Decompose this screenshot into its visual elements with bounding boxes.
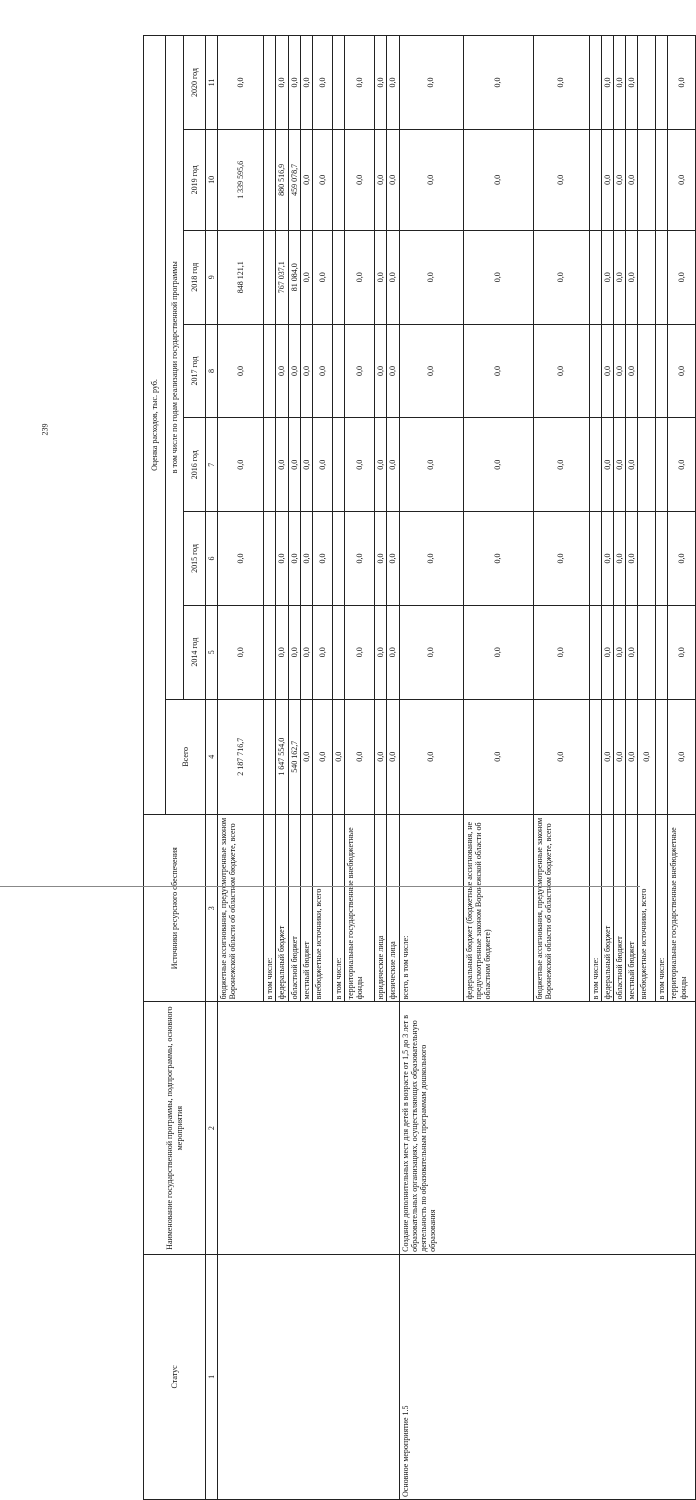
source-label: федеральный бюджет [276,814,288,1001]
year-value: 0,0 [668,36,696,130]
total-value: 0,0 [668,699,696,814]
total-value: 0,0 [387,699,399,814]
year-value: 0,0 [399,129,463,230]
year-value: 0,0 [533,324,589,418]
year-value: 0,0 [668,605,696,699]
year-value: 0,0 [463,605,533,699]
source-label: всего, в том числе: [399,814,463,1001]
year-value [332,512,344,606]
year-value: 0,0 [387,418,399,512]
year-value [656,605,668,699]
column-number: 6 [206,512,218,606]
year-value: 0,0 [533,605,589,699]
year-value [656,418,668,512]
source-label: в том числе: [264,814,276,1001]
year-value: 880 516,9 [276,129,288,230]
year-value [638,36,656,130]
year-value: 1 339 595,6 [218,129,264,230]
source-label: внебюджетные источники, всего [638,814,656,1001]
year-value: 767 037,1 [276,230,288,324]
year-value [332,605,344,699]
year-value: 0,0 [613,605,625,699]
source-label: федеральный бюджет [601,814,613,1001]
year-value: 0,0 [613,324,625,418]
year-value: 459 078,7 [288,129,300,230]
page-number: 239 [40,423,50,436]
year-value: 0,0 [463,129,533,230]
year-value [264,512,276,606]
header-estimate: Оценка расходов, тыс. руб. [144,36,166,815]
total-value: 0,0 [332,699,344,814]
year-value: 0,0 [533,418,589,512]
year-value: 0,0 [375,512,387,606]
year-value: 0,0 [345,418,375,512]
year-value: 0,0 [300,418,312,512]
year-value [656,230,668,324]
column-number: 3 [206,814,218,1001]
year-value: 0,0 [312,605,332,699]
column-number: 8 [206,324,218,418]
year-value [638,324,656,418]
year-value: 0,0 [375,36,387,130]
rotated-table-frame [143,35,688,1500]
year-value: 0,0 [312,36,332,130]
year-value: 0,0 [276,418,288,512]
year-value: 0,0 [288,418,300,512]
year-value: 0,0 [668,418,696,512]
total-value: 0,0 [375,699,387,814]
year-value: 0,0 [345,36,375,130]
year-value: 0,0 [668,230,696,324]
year-value: 0,0 [288,605,300,699]
total-value: 0,0 [638,699,656,814]
year-value: 0,0 [218,324,264,418]
year-value: 0,0 [375,230,387,324]
year-value: 0,0 [533,230,589,324]
year-value [332,129,344,230]
table-body [218,36,696,1500]
year-value: 848 121,1 [218,230,264,324]
total-value [264,699,276,814]
year-value [589,36,601,130]
year-value: 0,0 [300,605,312,699]
year-value: 0,0 [626,324,638,418]
total-value: 0,0 [312,699,332,814]
year-value: 0,0 [399,418,463,512]
year-value: 0,0 [312,129,332,230]
table-row [399,36,463,1500]
total-value: 0,0 [533,699,589,814]
year-value [638,129,656,230]
header-year: 2016 год [184,418,206,512]
year-value: 0,0 [276,36,288,130]
year-value [332,36,344,130]
year-value: 81 084,0 [288,230,300,324]
year-value: 0,0 [288,512,300,606]
header-years-group: в том числе по годам реализации государственной программы [166,36,184,700]
year-value: 0,0 [613,230,625,324]
year-value: 0,0 [463,418,533,512]
total-value: 0,0 [399,699,463,814]
year-value [589,418,601,512]
year-value [656,129,668,230]
year-value [264,324,276,418]
budget-table [143,35,696,1500]
source-label: в том числе: [332,814,344,1001]
row-name [218,1002,399,1254]
year-value: 0,0 [533,129,589,230]
year-value [656,36,668,130]
year-value: 0,0 [463,230,533,324]
year-value: 0,0 [399,36,463,130]
year-value [332,324,344,418]
year-value: 0,0 [375,324,387,418]
year-value: 0,0 [218,418,264,512]
source-label: территориальные государственные внебюджетные фонды [668,814,696,1001]
header-status: Статус [144,1254,206,1499]
year-value: 0,0 [300,129,312,230]
year-value: 0,0 [601,605,613,699]
year-value [638,512,656,606]
total-value: 2 187 716,7 [218,699,264,814]
year-value: 0,0 [345,230,375,324]
year-value: 0,0 [399,605,463,699]
year-value: 0,0 [626,129,638,230]
year-value [264,230,276,324]
column-number: 9 [206,230,218,324]
year-value: 0,0 [300,230,312,324]
source-label: местный бюджет [626,814,638,1001]
total-value: 0,0 [626,699,638,814]
total-value: 0,0 [300,699,312,814]
year-value: 0,0 [345,605,375,699]
year-value: 0,0 [626,418,638,512]
year-value [638,418,656,512]
year-value: 0,0 [312,512,332,606]
year-value: 0,0 [533,512,589,606]
header-year: 2014 год [184,605,206,699]
header-year: 2018 год [184,230,206,324]
total-value: 540 162,7 [288,699,300,814]
source-label: областной бюджет [288,814,300,1001]
year-value [656,512,668,606]
source-label: местный бюджет [300,814,312,1001]
year-value [589,129,601,230]
year-value: 0,0 [375,418,387,512]
year-value: 0,0 [626,512,638,606]
year-value: 0,0 [668,512,696,606]
year-value [589,512,601,606]
year-value: 0,0 [399,324,463,418]
year-value: 0,0 [300,512,312,606]
total-value [589,699,601,814]
year-value: 0,0 [300,36,312,130]
year-value: 0,0 [626,605,638,699]
year-value: 0,0 [312,418,332,512]
header-total: Всего [166,699,206,814]
year-value: 0,0 [387,512,399,606]
year-value [638,230,656,324]
year-value: 0,0 [399,512,463,606]
column-number: 10 [206,129,218,230]
column-number: 5 [206,605,218,699]
header-name: Наименование государственной программы, подпрограммы, основного мероприятия [144,1002,206,1254]
year-value: 0,0 [601,324,613,418]
year-value: 0,0 [613,512,625,606]
year-value: 0,0 [218,605,264,699]
year-value: 0,0 [375,129,387,230]
year-value: 0,0 [276,324,288,418]
source-label: федеральный бюджет (бюджетные ассигнования, не предусмотренные законом Воронежской области об областном бюджете) [463,814,533,1001]
year-value [264,36,276,130]
source-label: в том числе: [589,814,601,1001]
total-value: 0,0 [463,699,533,814]
year-value: 0,0 [312,230,332,324]
source-label: бюджетные ассигнования, предусмотренные законом Воронежской области об областном бюджете, всего [218,814,264,1001]
header-year: 2015 год [184,512,206,606]
year-value: 0,0 [463,512,533,606]
year-value: 0,0 [276,605,288,699]
year-value: 0,0 [218,36,264,130]
year-value: 0,0 [300,324,312,418]
year-value: 0,0 [626,36,638,130]
year-value: 0,0 [345,324,375,418]
source-label: внебюджетные источники, всего [312,814,332,1001]
year-value [264,129,276,230]
year-value: 0,0 [613,418,625,512]
header-year: 2019 год [184,129,206,230]
column-number: 11 [206,36,218,130]
source-label: бюджетные ассигнования, предусмотренные законом Воронежской области об областном бюджете, всего [533,814,589,1001]
year-value [638,605,656,699]
year-value: 0,0 [276,512,288,606]
source-label: юридические лица [375,814,387,1001]
header-year: 2017 год [184,324,206,418]
year-value: 0,0 [668,324,696,418]
year-value: 0,0 [601,512,613,606]
year-value [264,605,276,699]
year-value [332,418,344,512]
year-value: 0,0 [387,324,399,418]
year-value: 0,0 [533,36,589,130]
year-value [264,418,276,512]
source-label: территориальные государственные внебюджетные фонды [345,814,375,1001]
row-status [218,1254,399,1499]
year-value: 0,0 [387,129,399,230]
table-row [218,36,264,1500]
source-label: областной бюджет [613,814,625,1001]
year-value: 0,0 [387,230,399,324]
year-value: 0,0 [399,230,463,324]
source-label: в том числе: [656,814,668,1001]
year-value: 0,0 [601,418,613,512]
year-value: 0,0 [463,324,533,418]
total-value: 0,0 [613,699,625,814]
year-value: 0,0 [601,129,613,230]
year-value: 0,0 [463,36,533,130]
row-name: Создание дополнительных мест для детей в возрасте от 1,5 до 3 лет в образовательных организациях, осуществляющих образовательную деятельность по образовательным программам дошкольного образования [399,1002,696,1254]
year-value: 0,0 [626,230,638,324]
year-value: 0,0 [613,36,625,130]
year-value: 0,0 [387,605,399,699]
year-value: 0,0 [601,36,613,130]
row-status: Основное мероприятие 1.5 [399,1254,696,1499]
total-value: 0,0 [345,699,375,814]
year-value: 0,0 [288,36,300,130]
year-value: 0,0 [601,230,613,324]
year-value [589,230,601,324]
year-value: 0,0 [312,324,332,418]
year-value: 0,0 [288,324,300,418]
column-number: 1 [206,1254,218,1499]
column-number: 2 [206,1002,218,1254]
total-value: 0,0 [601,699,613,814]
page-bottom-rule [0,886,640,887]
column-number: 4 [206,699,218,814]
year-value [332,230,344,324]
header-source: Источники ресурсного обеспечения [144,814,206,1001]
year-value [589,605,601,699]
year-value: 0,0 [668,129,696,230]
year-value: 0,0 [375,605,387,699]
total-value: 1 647 554,0 [276,699,288,814]
source-label: физические лица [387,814,399,1001]
year-value [656,324,668,418]
year-value: 0,0 [387,36,399,130]
header-year: 2020 год [184,36,206,130]
year-value: 0,0 [345,512,375,606]
total-value [656,699,668,814]
column-number: 7 [206,418,218,512]
year-value: 0,0 [218,512,264,606]
year-value: 0,0 [345,129,375,230]
year-value [589,324,601,418]
year-value: 0,0 [613,129,625,230]
